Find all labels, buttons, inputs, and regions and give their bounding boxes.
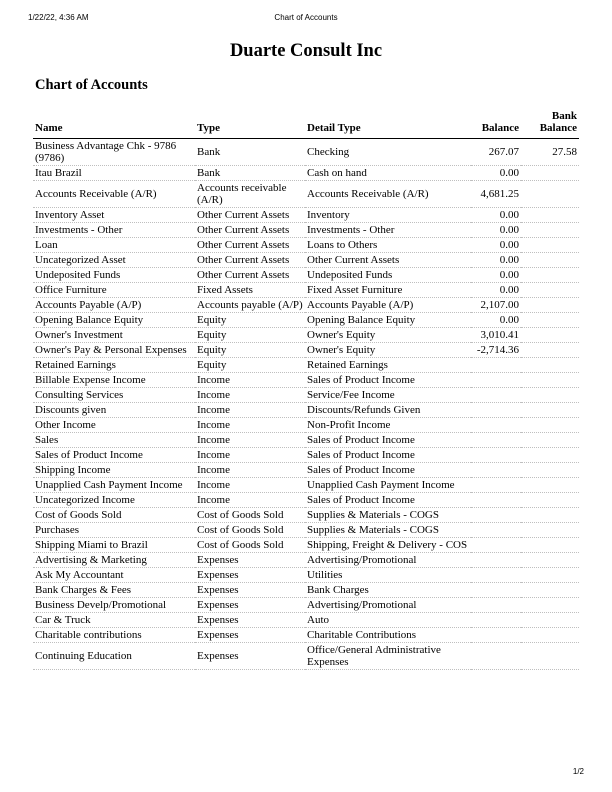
detail-type-cell: Inventory bbox=[305, 208, 471, 223]
report-title: Chart of Accounts bbox=[35, 77, 148, 93]
bank-balance-cell bbox=[521, 568, 579, 583]
account-type-cell: Cost of Goods Sold bbox=[195, 538, 305, 553]
detail-type-cell: Fixed Asset Furniture bbox=[305, 283, 471, 298]
balance-cell: 0.00 bbox=[471, 253, 521, 268]
account-name-cell: Business Advantage Chk - 9786 (9786) bbox=[33, 139, 195, 166]
account-type-cell: Income bbox=[195, 388, 305, 403]
column-header-detail-type: Detail Type bbox=[305, 110, 471, 139]
table-row bbox=[33, 418, 579, 433]
detail-type-cell: Bank Charges bbox=[305, 583, 471, 598]
detail-type-cell: Owner's Equity bbox=[305, 328, 471, 343]
table-row bbox=[33, 166, 579, 181]
account-name-cell: Owner's Pay & Personal Expenses bbox=[33, 343, 195, 358]
account-type-cell: Fixed Assets bbox=[195, 283, 305, 298]
detail-type-cell: Supplies & Materials - COGS bbox=[305, 523, 471, 538]
account-name-cell: Office Furniture bbox=[33, 283, 195, 298]
bank-balance-cell bbox=[521, 613, 579, 628]
balance-cell bbox=[471, 418, 521, 433]
bank-balance-cell bbox=[521, 268, 579, 283]
account-name-cell: Car & Truck bbox=[33, 613, 195, 628]
balance-cell bbox=[471, 493, 521, 508]
balance-cell: 4,681.25 bbox=[471, 181, 521, 208]
balance-cell bbox=[471, 403, 521, 418]
balance-cell bbox=[471, 478, 521, 493]
bank-balance-cell bbox=[521, 373, 579, 388]
bank-balance-cell bbox=[521, 478, 579, 493]
table-row bbox=[33, 508, 579, 523]
print-header bbox=[0, 13, 612, 25]
table-row bbox=[33, 388, 579, 403]
bank-balance-cell bbox=[521, 283, 579, 298]
account-type-cell: Cost of Goods Sold bbox=[195, 508, 305, 523]
balance-cell bbox=[471, 613, 521, 628]
table-row bbox=[33, 223, 579, 238]
account-name-cell: Undeposited Funds bbox=[33, 268, 195, 283]
bank-balance-cell bbox=[521, 493, 579, 508]
detail-type-cell: Accounts Payable (A/P) bbox=[305, 298, 471, 313]
balance-cell: 0.00 bbox=[471, 313, 521, 328]
account-name-cell: Charitable contributions bbox=[33, 628, 195, 643]
bank-balance-cell: 27.58 bbox=[521, 139, 579, 166]
balance-cell: -2,714.36 bbox=[471, 343, 521, 358]
account-name-cell: Inventory Asset bbox=[33, 208, 195, 223]
account-type-cell: Other Current Assets bbox=[195, 253, 305, 268]
detail-type-cell: Supplies & Materials - COGS bbox=[305, 508, 471, 523]
table-row bbox=[33, 238, 579, 253]
bank-balance-cell bbox=[521, 448, 579, 463]
detail-type-cell: Retained Earnings bbox=[305, 358, 471, 373]
account-name-cell: Unapplied Cash Payment Income bbox=[33, 478, 195, 493]
balance-cell bbox=[471, 433, 521, 448]
detail-type-cell: Advertising/Promotional bbox=[305, 598, 471, 613]
balance-cell: 0.00 bbox=[471, 283, 521, 298]
detail-type-cell: Charitable Contributions bbox=[305, 628, 471, 643]
account-type-cell: Expenses bbox=[195, 643, 305, 670]
balance-cell bbox=[471, 373, 521, 388]
bank-balance-cell bbox=[521, 523, 579, 538]
bank-balance-cell bbox=[521, 388, 579, 403]
account-type-cell: Accounts receivable (A/R) bbox=[195, 181, 305, 208]
account-type-cell: Expenses bbox=[195, 553, 305, 568]
detail-type-cell: Checking bbox=[305, 139, 471, 166]
detail-type-cell: Office/General Administrative Expenses bbox=[305, 643, 471, 670]
account-name-cell: Business Develp/Promotional bbox=[33, 598, 195, 613]
table-row bbox=[33, 613, 579, 628]
column-header-bank-balance: Bank Balance bbox=[521, 110, 579, 139]
detail-type-cell: Sales of Product Income bbox=[305, 493, 471, 508]
account-name-cell: Purchases bbox=[33, 523, 195, 538]
detail-type-cell: Utilities bbox=[305, 568, 471, 583]
account-name-cell: Itau Brazil bbox=[33, 166, 195, 181]
account-type-cell: Cost of Goods Sold bbox=[195, 523, 305, 538]
bank-balance-cell bbox=[521, 238, 579, 253]
detail-type-cell: Sales of Product Income bbox=[305, 433, 471, 448]
balance-cell bbox=[471, 598, 521, 613]
table-row bbox=[33, 553, 579, 568]
account-name-cell: Retained Earnings bbox=[33, 358, 195, 373]
account-name-cell: Consulting Services bbox=[33, 388, 195, 403]
account-type-cell: Income bbox=[195, 463, 305, 478]
bank-balance-cell bbox=[521, 403, 579, 418]
print-page-title: Chart of Accounts bbox=[274, 13, 338, 22]
bank-balance-cell bbox=[521, 166, 579, 181]
table-row bbox=[33, 433, 579, 448]
balance-cell bbox=[471, 358, 521, 373]
account-type-cell: Income bbox=[195, 418, 305, 433]
bank-balance-cell bbox=[521, 433, 579, 448]
bank-balance-cell bbox=[521, 181, 579, 208]
bank-balance-cell bbox=[521, 553, 579, 568]
detail-type-cell: Service/Fee Income bbox=[305, 388, 471, 403]
balance-cell bbox=[471, 583, 521, 598]
table-row bbox=[33, 268, 579, 283]
bank-balance-cell bbox=[521, 313, 579, 328]
page-number: 1/2 bbox=[572, 767, 584, 776]
account-name-cell: Advertising & Marketing bbox=[33, 553, 195, 568]
detail-type-cell: Sales of Product Income bbox=[305, 373, 471, 388]
account-name-cell: Opening Balance Equity bbox=[33, 313, 195, 328]
bank-balance-cell bbox=[521, 598, 579, 613]
detail-type-cell: Accounts Receivable (A/R) bbox=[305, 181, 471, 208]
bank-balance-cell bbox=[521, 643, 579, 670]
account-type-cell: Equity bbox=[195, 343, 305, 358]
account-type-cell: Income bbox=[195, 373, 305, 388]
account-type-cell: Equity bbox=[195, 358, 305, 373]
table-row bbox=[33, 253, 579, 268]
detail-type-cell: Sales of Product Income bbox=[305, 463, 471, 478]
detail-type-cell: Shipping, Freight & Delivery - COS bbox=[305, 538, 471, 553]
account-name-cell: Uncategorized Asset bbox=[33, 253, 195, 268]
account-type-cell: Expenses bbox=[195, 628, 305, 643]
table-row bbox=[33, 568, 579, 583]
bank-balance-cell bbox=[521, 508, 579, 523]
balance-cell: 0.00 bbox=[471, 166, 521, 181]
table-row bbox=[33, 523, 579, 538]
account-type-cell: Equity bbox=[195, 328, 305, 343]
table-body bbox=[33, 139, 579, 670]
account-name-cell: Shipping Income bbox=[33, 463, 195, 478]
account-name-cell: Billable Expense Income bbox=[33, 373, 195, 388]
table-row bbox=[33, 283, 579, 298]
account-type-cell: Expenses bbox=[195, 568, 305, 583]
account-name-cell: Sales of Product Income bbox=[33, 448, 195, 463]
balance-cell: 0.00 bbox=[471, 268, 521, 283]
detail-type-cell: Cash on hand bbox=[305, 166, 471, 181]
table-row bbox=[33, 208, 579, 223]
account-name-cell: Loan bbox=[33, 238, 195, 253]
bank-balance-cell bbox=[521, 208, 579, 223]
column-header-type: Type bbox=[195, 110, 305, 139]
detail-type-cell: Auto bbox=[305, 613, 471, 628]
account-type-cell: Other Current Assets bbox=[195, 268, 305, 283]
detail-type-cell: Unapplied Cash Payment Income bbox=[305, 478, 471, 493]
detail-type-cell: Discounts/Refunds Given bbox=[305, 403, 471, 418]
bank-balance-cell bbox=[521, 328, 579, 343]
account-name-cell: Owner's Investment bbox=[33, 328, 195, 343]
balance-cell bbox=[471, 523, 521, 538]
table-row bbox=[33, 538, 579, 553]
balance-cell: 3,010.41 bbox=[471, 328, 521, 343]
account-type-cell: Income bbox=[195, 403, 305, 418]
detail-type-cell: Owner's Equity bbox=[305, 343, 471, 358]
account-type-cell: Bank bbox=[195, 139, 305, 166]
table-row bbox=[33, 328, 579, 343]
account-name-cell: Sales bbox=[33, 433, 195, 448]
table-row bbox=[33, 598, 579, 613]
account-type-cell: Income bbox=[195, 433, 305, 448]
account-name-cell: Accounts Receivable (A/R) bbox=[33, 181, 195, 208]
account-name-cell: Investments - Other bbox=[33, 223, 195, 238]
balance-cell bbox=[471, 508, 521, 523]
account-name-cell: Cost of Goods Sold bbox=[33, 508, 195, 523]
detail-type-cell: Loans to Others bbox=[305, 238, 471, 253]
account-type-cell: Other Current Assets bbox=[195, 238, 305, 253]
balance-cell bbox=[471, 643, 521, 670]
account-name-cell: Continuing Education bbox=[33, 643, 195, 670]
account-type-cell: Other Current Assets bbox=[195, 223, 305, 238]
balance-cell bbox=[471, 448, 521, 463]
bank-balance-cell bbox=[521, 418, 579, 433]
table-row bbox=[33, 298, 579, 313]
print-timestamp: 1/22/22, 4:36 AM bbox=[28, 13, 89, 22]
table-row bbox=[33, 463, 579, 478]
account-type-cell: Income bbox=[195, 478, 305, 493]
table-row bbox=[33, 139, 579, 166]
table-row bbox=[33, 343, 579, 358]
table-row bbox=[33, 313, 579, 328]
accounts-table bbox=[33, 110, 579, 670]
balance-cell bbox=[471, 538, 521, 553]
table-row bbox=[33, 181, 579, 208]
account-name-cell: Ask My Accountant bbox=[33, 568, 195, 583]
table-row bbox=[33, 373, 579, 388]
detail-type-cell: Undeposited Funds bbox=[305, 268, 471, 283]
bank-balance-cell bbox=[521, 358, 579, 373]
bank-balance-cell bbox=[521, 628, 579, 643]
table-row bbox=[33, 493, 579, 508]
table-row bbox=[33, 583, 579, 598]
detail-type-cell: Other Current Assets bbox=[305, 253, 471, 268]
company-name: Duarte Consult Inc bbox=[229, 41, 383, 61]
balance-cell: 0.00 bbox=[471, 208, 521, 223]
account-name-cell: Bank Charges & Fees bbox=[33, 583, 195, 598]
balance-cell: 0.00 bbox=[471, 223, 521, 238]
bank-balance-cell bbox=[521, 463, 579, 478]
column-header-name: Name bbox=[33, 110, 195, 139]
account-type-cell: Accounts payable (A/P) bbox=[195, 298, 305, 313]
account-type-cell: Other Current Assets bbox=[195, 208, 305, 223]
table-row bbox=[33, 448, 579, 463]
account-name-cell: Shipping Miami to Brazil bbox=[33, 538, 195, 553]
account-type-cell: Expenses bbox=[195, 583, 305, 598]
detail-type-cell: Advertising/Promotional bbox=[305, 553, 471, 568]
bank-balance-cell bbox=[521, 223, 579, 238]
balance-cell bbox=[471, 568, 521, 583]
table-row bbox=[33, 478, 579, 493]
balance-cell: 267.07 bbox=[471, 139, 521, 166]
balance-cell bbox=[471, 388, 521, 403]
bank-balance-cell bbox=[521, 298, 579, 313]
balance-cell bbox=[471, 553, 521, 568]
account-type-cell: Expenses bbox=[195, 598, 305, 613]
balance-cell bbox=[471, 463, 521, 478]
account-name-cell: Accounts Payable (A/P) bbox=[33, 298, 195, 313]
detail-type-cell: Non-Profit Income bbox=[305, 418, 471, 433]
account-type-cell: Expenses bbox=[195, 613, 305, 628]
account-name-cell: Other Income bbox=[33, 418, 195, 433]
balance-cell bbox=[471, 628, 521, 643]
table-row bbox=[33, 628, 579, 643]
account-type-cell: Equity bbox=[195, 313, 305, 328]
account-name-cell: Uncategorized Income bbox=[33, 493, 195, 508]
table-row bbox=[33, 643, 579, 670]
bank-balance-cell bbox=[521, 253, 579, 268]
balance-cell: 2,107.00 bbox=[471, 298, 521, 313]
column-header-balance: Balance bbox=[471, 110, 521, 139]
account-type-cell: Income bbox=[195, 493, 305, 508]
balance-cell: 0.00 bbox=[471, 238, 521, 253]
bank-balance-cell bbox=[521, 538, 579, 553]
table-header-row bbox=[33, 110, 579, 139]
account-type-cell: Bank bbox=[195, 166, 305, 181]
bank-balance-cell bbox=[521, 583, 579, 598]
detail-type-cell: Sales of Product Income bbox=[305, 448, 471, 463]
account-name-cell: Discounts given bbox=[33, 403, 195, 418]
table-row bbox=[33, 403, 579, 418]
bank-balance-cell bbox=[521, 343, 579, 358]
detail-type-cell: Investments - Other bbox=[305, 223, 471, 238]
account-type-cell: Income bbox=[195, 448, 305, 463]
table-row bbox=[33, 358, 579, 373]
detail-type-cell: Opening Balance Equity bbox=[305, 313, 471, 328]
